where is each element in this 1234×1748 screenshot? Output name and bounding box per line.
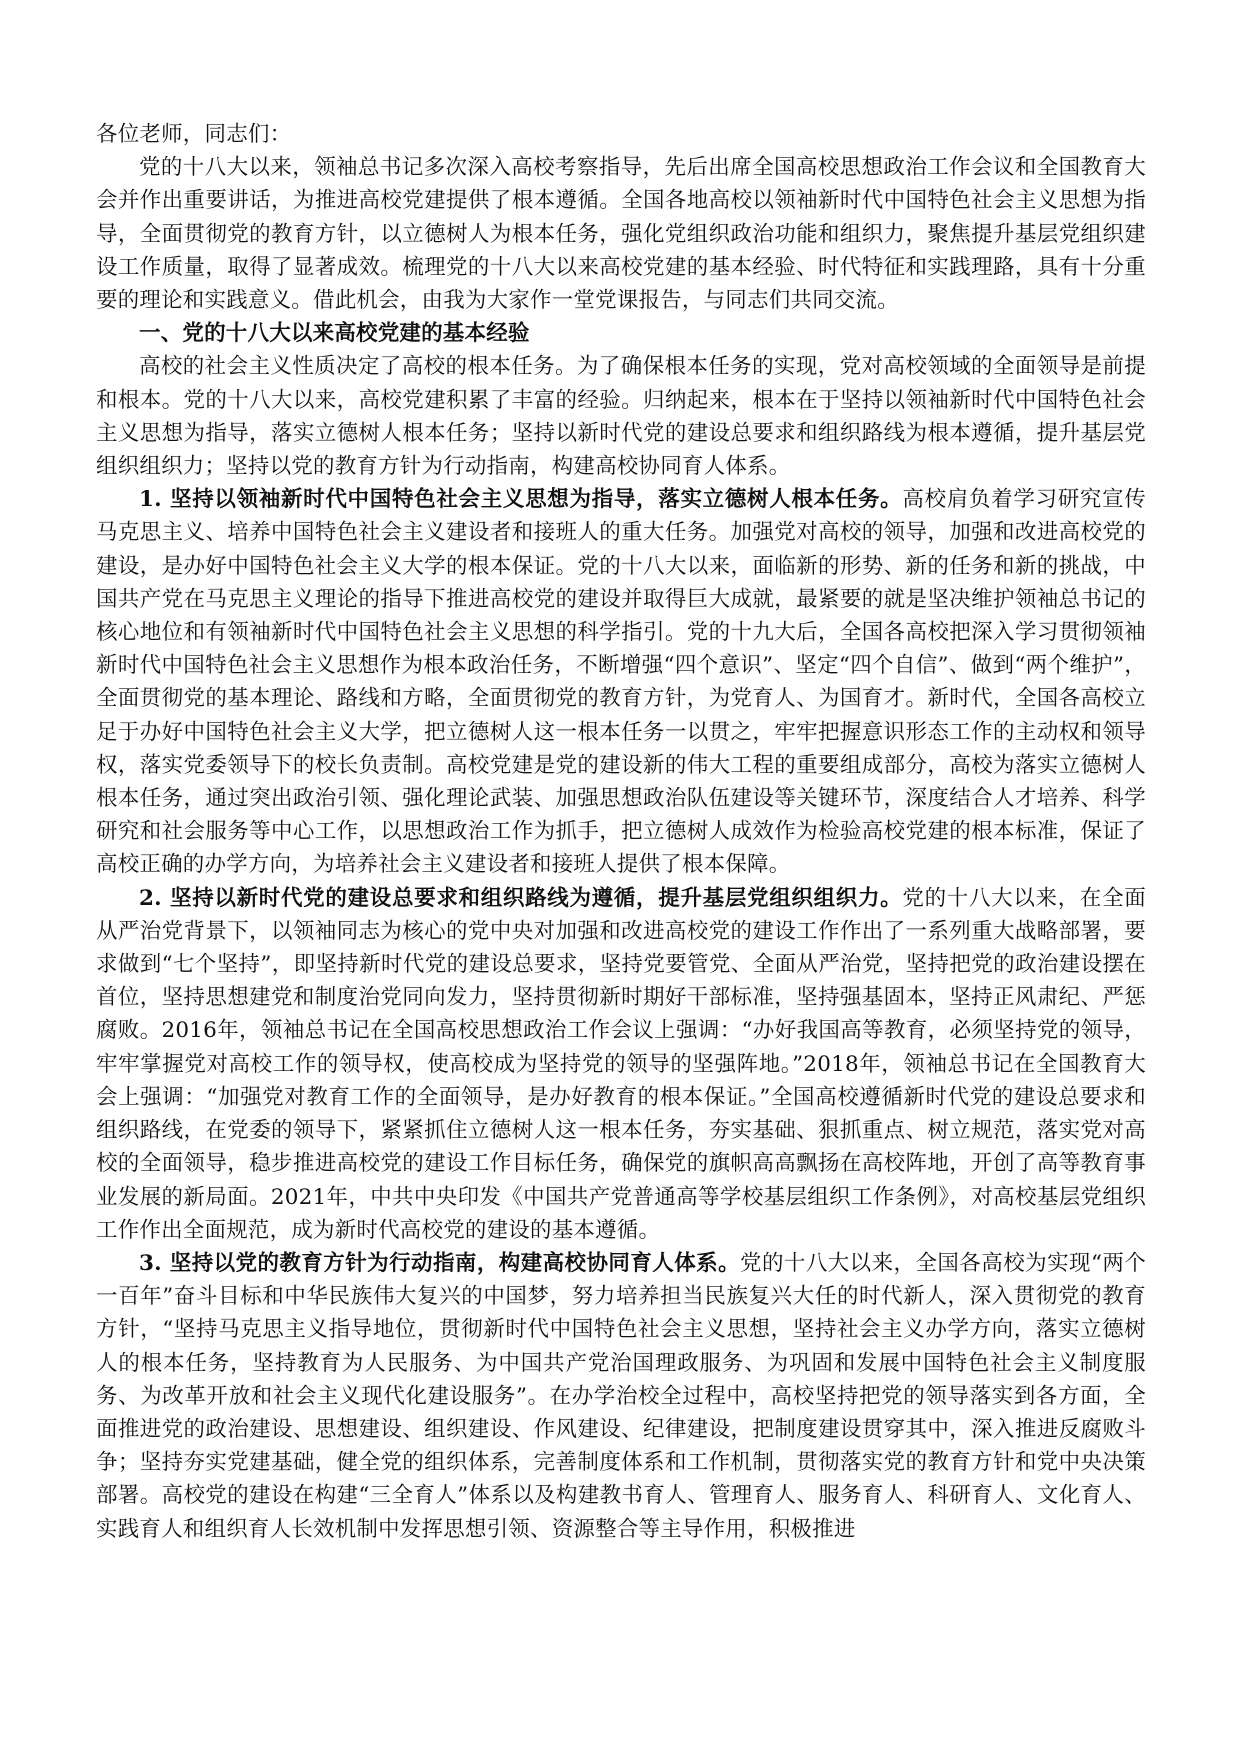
salutation: 各位老师，同志们：	[96, 122, 292, 147]
section-intro-paragraph: 高校的社会主义性质决定了高校的根本任务。为了确保根本任务的实现，党对高校领域的全面领导是前提和根本。党的十八大以来，高校党建积累了丰富的经验。归纳起来，根本在于坚持以领袖新时代中国特色社会主义思想为指导，落实立德树人根本任务；坚持以新时代党的建设总要求和组织路线为根本遵循，提升基层党组织组织力；坚持以党的教育方针为行动指南，构建高校协同育人体系。	[96, 354, 1146, 480]
point-3-paragraph	[96, 1247, 1146, 1546]
document-page	[96, 118, 1146, 1546]
point-1-body: 高校肩负着学习研究宣传马克思主义、培养中国特色社会主义建设者和接班人的重大任务。加强党对高校的领导，加强和改进高校党的建设，是办好中国特色社会主义大学的根本保证。党的十八大以来，面临新的形势、新的任务和新的挑战，中国共产党在马克思主义理论的指导下推进高校党的建设并取得巨大成就，最紧要的就是坚决维护领袖总书记的核心地位和有领袖新时代中国特色社会主义思想的科学指引。党的十九大后，全国各高校把深入学习贯彻领袖新时代中国特色社会主义思想作为根本政治任务，不断增强“四个意识”、坚定“四个自信”、做到“两个维护”，全面贯彻党的基本理论、路线和方略，全面贯彻党的教育方针，为党育人、为国育才。新时代，全国各高校立足于办好中国特色社会主义大学，把立德树人这一根本任务一以贯之，牢牢把握意识形态工作的主动权和领导权，落实党委领导下的校长负责制。高校党建是党的建设新的伟大工程的重要组成部分，高校为落实立德树人根本任务，通过突出政治引领、强化理论武装、加强思想政治队伍建设等关键环节，深度结合人才培养、科学研究和社会服务等中心工作，以思想政治工作为抓手，把立德树人成效作为检验高校党建的根本标准，保证了高校正确的办学方向，为培养社会主义建设者和接班人提供了根本保障。	[96, 487, 1146, 878]
point-1-lead: 1. 坚持以领袖新时代中国特色社会主义思想为指导，落实立德树人根本任务。	[139, 487, 903, 513]
point-1-paragraph	[96, 483, 1146, 881]
point-2-paragraph	[96, 882, 1146, 1247]
intro-paragraph: 党的十八大以来，领袖总书记多次深入高校考察指导，先后出席全国高校思想政治工作会议和全国教育大会并作出重要讲话，为推进高校党建提供了根本遵循。全国各地高校以领袖新时代中国特色社会主义思想为指导，全面贯彻党的教育方针，以立德树人为根本任务，强化党组织政治功能和组织力，聚焦提升基层党组织建设工作质量，取得了显著成效。梳理党的十八大以来高校党建的基本经验、时代特征和实践理路，具有十分重要的理论和实践意义。借此机会，由我为大家作一堂党课报告，与同志们共同交流。	[96, 155, 1146, 314]
point-3-body: 党的十八大以来，全国各高校为实现“两个一百年”奋斗目标和中华民族伟大复兴的中国梦，努力培养担当民族复兴大任的时代新人，深入贯彻党的教育方针，“坚持马克思主义指导地位，贯彻新时代中国特色社会主义思想，坚持社会主义办学方向，落实立德树人的根本任务，坚持教育为人民服务、为中国共产党治国理政服务、为巩固和发展中国特色社会主义制度服务、为改革开放和社会主义现代化建设服务”。在办学治校全过程中，高校坚持把党的领导落实到各方面，全面推进党的政治建设、思想建设、组织建设、作风建设、纪律建设，把制度建设贯穿其中，深入推进反腐败斗争；坚持夯实党建基础，健全党的组织体系，完善制度体系和工作机制，贯彻落实党的教育方针和党中央决策部署。高校党的建设在构建“三全育人”体系以及构建教书育人、管理育人、服务育人、科研育人、文化育人、实践育人和组织育人长效机制中发挥思想引领、资源整合等主导作用，积极推进	[96, 1250, 1146, 1542]
point-2-body: 党的十八大以来，在全面从严治党背景下，以领袖同志为核心的党中央对加强和改进高校党的建设工作作出了一系列重大战略部署，要求做到“七个坚持”，即坚持新时代党的建设总要求，坚持党要管党、全面从严治党，坚持把党的政治建设摆在首位，坚持思想建党和制度治党同向发力，坚持贯彻新时期好干部标准，坚持强基固本，坚持正风肃纪、严惩腐败。2016年，领袖总书记在全国高校思想政治工作会议上强调：“办好我国高等教育，必须坚持党的领导，牢牢掌握党对高校工作的领导权，使高校成为坚持党的领导的坚强阵地。”2018年，领袖总书记在全国教育大会上强调：“加强党对教育工作的全面领导，是办好教育的根本保证。”全国高校遵循新时代党的建设总要求和组织路线，在党委的领导下，紧紧抓住立德树人这一根本任务，夯实基础、狠抓重点、树立规范，落实党对高校的全面领导，稳步推进高校党的建设工作目标任务，确保党的旗帜高高飘扬在高校阵地，开创了高等教育事业发展的新局面。2021年，中共中央印发《中国共产党普通高等学校基层组织工作条例》，对高校基层党组织工作作出全面规范，成为新时代高校党的建设的基本遵循。	[96, 885, 1146, 1243]
point-3-lead: 3. 坚持以党的教育方针为行动指南，构建高校协同育人体系。	[139, 1250, 741, 1276]
section-heading-1: 一、党的十八大以来高校党建的基本经验	[139, 321, 530, 347]
point-2-lead: 2. 坚持以新时代党的建设总要求和组织路线为遵循，提升基层党组织组织力。	[139, 885, 903, 911]
